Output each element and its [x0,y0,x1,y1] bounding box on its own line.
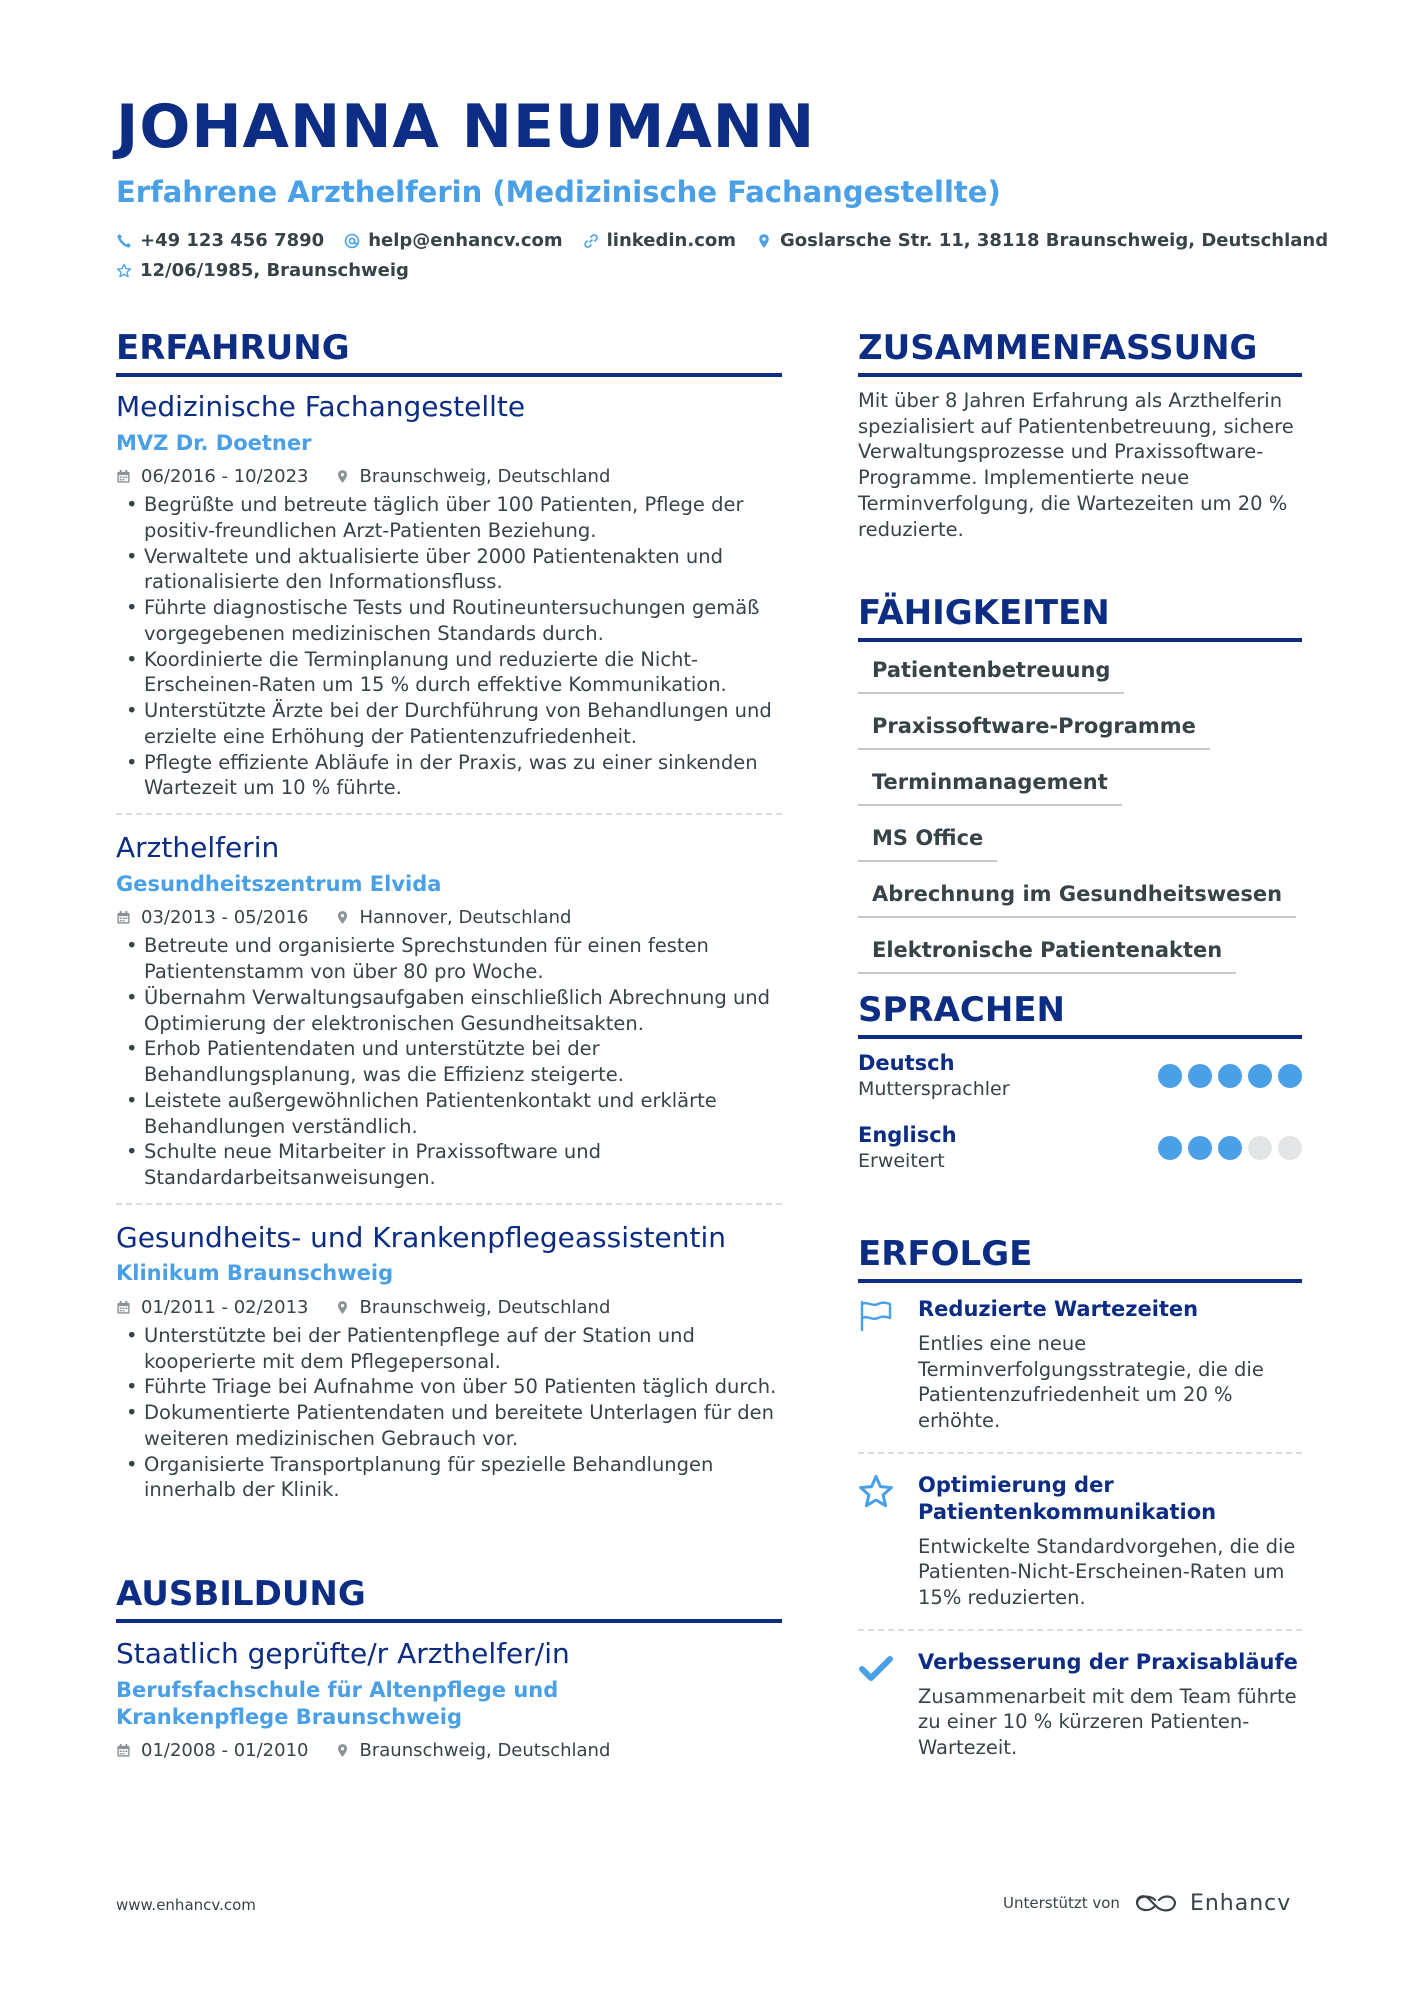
rating-dot [1218,1136,1242,1160]
job-bullet: • Koordinierte die Terminplanung und reduzierte die Nicht-Erscheinen-Raten um 15 % durch effektive Kommunikation. [116,647,782,698]
phone-text: +49 123 456 7890 [140,230,325,251]
calendar-icon [116,910,131,925]
contact-row [116,230,1348,251]
at-icon [344,233,360,249]
experience-title: ERFAHRUNG [116,330,782,377]
job-bullet: • Leistete außergewöhnlichen Patientenkontakt und erklärte Behandlungen verständlich. [116,1088,782,1139]
language-name: Deutsch [858,1051,955,1075]
job-meta [116,906,782,929]
contact-linkedin[interactable] [583,230,736,251]
job-bullet: • Unterstützte bei der Patientenpflege auf der Station und kooperierte mit dem Pflegepersonal. [116,1323,782,1374]
job-dates: 03/2013 - 05/2016 [141,906,309,928]
job-meta [116,1296,782,1319]
language-level: Erweitert [858,1150,945,1173]
job-bullet: • Übernahm Verwaltungsaufgaben einschließlich Abrechnung und Optimierung der elektronischen Gesundheitsakten. [116,985,782,1036]
job-bullet: • Führte Triage bei Aufnahme von über 50 Patienten täglich durch. [116,1374,782,1400]
footer-website[interactable]: www.enhancv.com [116,1896,256,1914]
language-level: Muttersprachler [858,1078,1010,1101]
rating-dot [1278,1136,1302,1160]
achievements-title: ERFOLGE [858,1236,1302,1283]
location-pin-icon [756,233,772,249]
rating-dot [1188,1064,1212,1088]
school-name: Berufsfachschule für Altenpflege und Krankenpflege Braunschweig [116,1677,559,1729]
summary-text: Mit über 8 Jahren Erfahrung als Arzthelferin spezialisiert auf Patientenbetreuung, sichere Verwaltungsprozesse und Praxissoftware-Programme. Implementierte neue Terminverfolgung, die Wartezeiten um 20 % reduzierte. [858,389,1294,541]
contact-address [756,230,1328,251]
languages-section [858,1050,1302,1194]
job-bullet: • Erhob Patientendaten und unterstützte bei der Behandlungsplanung, was die Effizienz steigerte. [116,1036,782,1087]
achievement-title: Verbesserung der Praxisabläufe [918,1649,1298,1674]
job-location: Hannover, Deutschland [359,906,572,928]
education-section [116,1637,782,1763]
rating-dot [1188,1136,1212,1160]
job-title: Arzthelferin [116,831,280,865]
achievement-desc: Entwickelte Standardvorgehen, die die Patienten-Nicht-Erscheinen-Raten um 15% reduzierten. [918,1534,1296,1610]
job-bullet: • Betreute und organisierte Sprechstunden für einen festen Patientenstamm von über 80 pro Woche. [116,933,782,984]
job-bullet: • Dokumentierte Patientendaten und bereitete Unterlagen für den weiteren medizinischen Gebrauch vor. [116,1400,782,1451]
candidate-headline: Erfahrene Arzthelferin (Medizinische Fachangestellte) [116,175,1001,209]
job-bullet: • Schulte neue Mitarbeiter in Praxissoftware und Standardarbeitsanweisungen. [116,1139,782,1190]
contact-email[interactable] [344,230,562,251]
achievement-title: Reduzierte Wartezeiten [918,1297,1199,1321]
brand-name: Enhancv [1189,1890,1292,1916]
education-location: Braunschweig, Deutschland [359,1740,611,1762]
skill-tag: Terminmanagement [858,766,1122,806]
link-icon [583,233,599,249]
achievement-item [858,1472,1302,1611]
rating-dot [1278,1064,1302,1088]
skill-tag: Patientenbetreuung [858,654,1124,694]
location-pin-icon [335,1300,350,1315]
rating-dot [1158,1064,1182,1088]
language-name: Englisch [858,1122,957,1147]
language-row [858,1050,1302,1102]
skills-title: FÄHIGKEITEN [858,595,1302,642]
powered-by-text: Unterstützt von [1003,1894,1120,1912]
job-bullets [116,492,782,801]
degree-title: Staatlich geprüfte/r Arzthelfer/in [116,1637,570,1670]
language-rating [1152,1064,1302,1088]
education-title: AUSBILDUNG [116,1576,782,1623]
linkedin-text: linkedin.com [606,230,736,251]
contact-birth [116,260,409,281]
entry-divider [116,1203,782,1205]
achievements-section [858,1296,1302,1761]
achievement-divider [858,1452,1302,1454]
location-pin-icon [335,1743,350,1758]
experience-section [116,390,782,1503]
job-entry [116,1221,782,1503]
job-meta [116,465,782,488]
achievement-desc: Zusammenarbeit mit dem Team führte zu einer 10 % kürzeren Patienten-Wartezeit. [918,1684,1297,1760]
job-dates: 01/2011 - 02/2013 [141,1296,309,1318]
summary-title: ZUSAMMENFASSUNG [858,330,1302,377]
rating-dot [1248,1064,1272,1088]
job-bullet: • Organisierte Transportplanung für spezielle Behandlungen innerhalb der Klinik. [116,1452,782,1503]
location-pin-icon [335,910,350,925]
skill-tag: Abrechnung im Gesundheitswesen [858,878,1296,918]
job-bullets [116,1323,782,1503]
contact-phone[interactable] [116,230,324,251]
candidate-name: JOHANNA NEUMANN [116,92,816,162]
job-location: Braunschweig, Deutschland [359,1296,611,1318]
job-entry [116,390,782,801]
calendar-icon [116,1300,131,1315]
job-bullet: • Pflegte effiziente Abläufe in der Praxis, was zu einer sinkenden Wartezeit um 10 % führte. [116,750,782,801]
job-bullet: • Führte diagnostische Tests und Routineuntersuchungen gemäß vorgegebenen medizinischen Standards durch. [116,595,782,646]
language-rating [1152,1136,1302,1160]
location-pin-icon [335,469,350,484]
address-text: Goslarsche Str. 11, 38118 Braunschweig, Deutschland [780,230,1329,251]
job-dates: 06/2016 - 10/2023 [141,465,309,487]
job-bullet: • Begrüßte und betreute täglich über 100 Patienten, Pflege der positiv-freundlichen Arzt-Patienten Beziehung. [116,492,782,543]
calendar-icon [116,1743,131,1758]
summary-section [858,388,1302,542]
email-text: help@enhancv.com [368,230,563,251]
phone-icon [116,233,132,249]
star-icon [858,1474,894,1510]
calendar-icon [116,469,131,484]
company-name: Gesundheitszentrum Elvida [116,871,442,896]
job-bullets [116,933,782,1190]
flag-icon [858,1298,894,1334]
footer-branding [1003,1890,1291,1916]
achievement-desc: Entlies eine neue Terminverfolgungsstrategie, die die Patientenzufriedenheit um 20 % erhöhte. [918,1331,1264,1433]
rating-dot [1248,1136,1272,1160]
company-name: MVZ Dr. Doetner [116,430,312,455]
achievement-item [858,1649,1302,1761]
job-location: Braunschweig, Deutschland [359,465,611,487]
skills-list [858,654,1302,990]
achievement-item [858,1296,1302,1434]
enhancv-logo-icon [1134,1890,1180,1916]
job-title: Medizinische Fachangestellte [116,390,526,423]
achievement-divider [858,1629,1302,1631]
languages-title: SPRACHEN [858,992,1302,1039]
entry-divider [116,813,782,815]
education-meta [116,1739,782,1762]
job-entry [116,831,782,1191]
job-bullet: • Verwaltete und aktualisierte über 2000 Patientenakten und rationalisierte den Informationsfluss. [116,544,782,595]
education-dates: 01/2008 - 01/2010 [141,1740,309,1762]
skill-tag: Elektronische Patientenakten [858,934,1236,974]
birth-text: 12/06/1985, Braunschweig [140,260,409,281]
skill-tag: MS Office [858,822,997,862]
achievement-title: Optimierung der Patientenkommunikation [918,1472,1217,1524]
company-name: Klinikum Braunschweig [116,1261,394,1286]
language-row [858,1122,1302,1174]
job-title: Gesundheits- und Krankenpflegeassistentin [116,1220,727,1254]
contact-row-2 [116,260,429,281]
skills-section [858,654,1302,990]
job-bullet: • Unterstützte Ärzte bei der Durchführung von Behandlungen und erzielte eine Erhöhung der Patientenzufriedenheit. [116,698,782,749]
check-icon [858,1651,894,1687]
rating-dot [1218,1064,1242,1088]
star-outline-icon [116,263,132,279]
rating-dot [1158,1136,1182,1160]
skill-tag: Praxissoftware-Programme [858,710,1210,750]
